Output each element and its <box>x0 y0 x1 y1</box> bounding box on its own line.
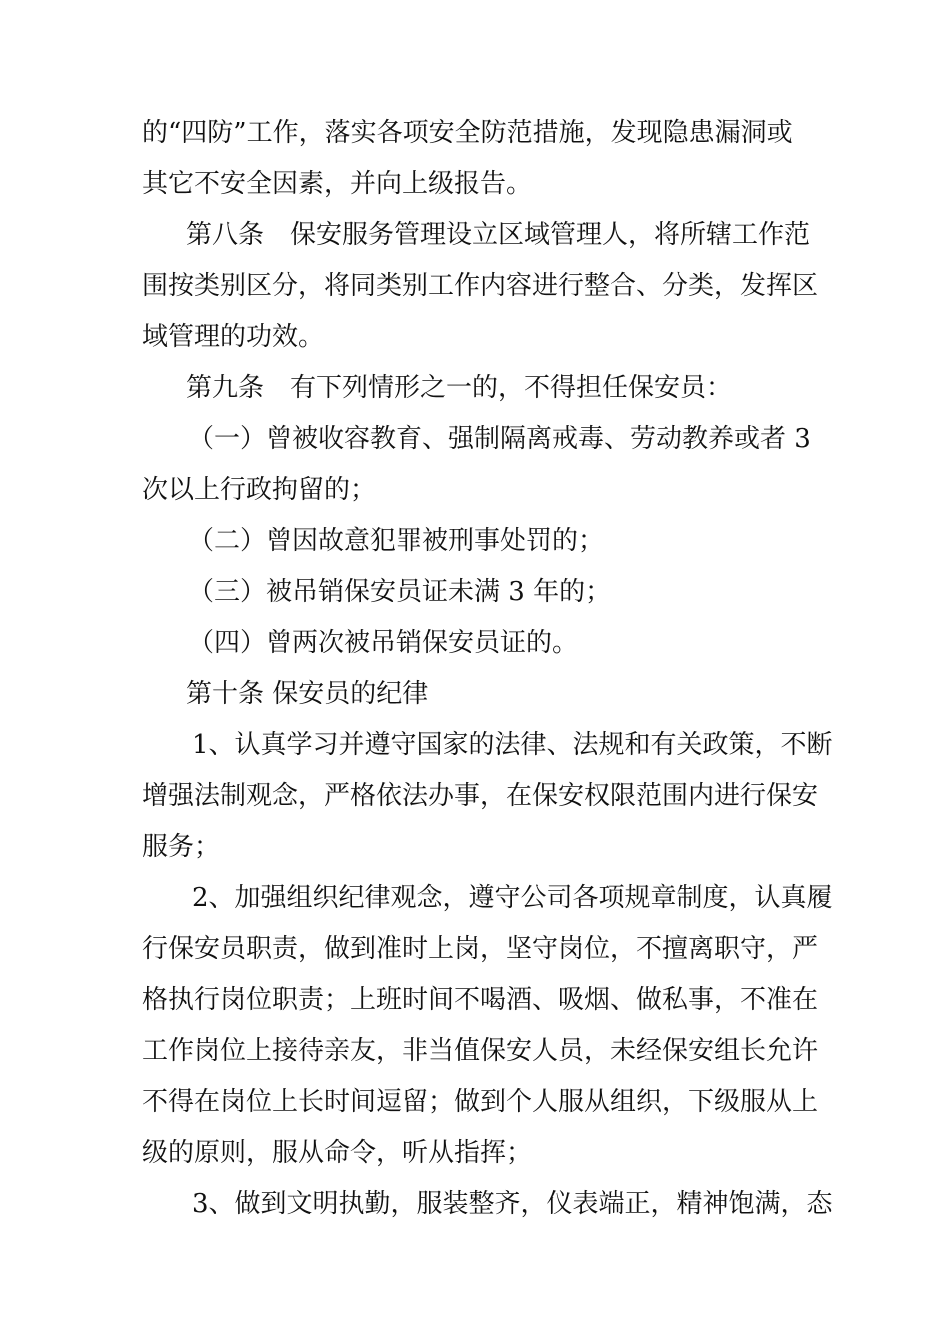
article-heading: 第十条 保安员的纪律 <box>186 679 429 709</box>
article-heading: 第八条 保安服务管理设立区域管理人，将所辖工作范 <box>186 220 811 250</box>
text-line: 域管理的功效。 <box>142 322 325 352</box>
text-line: 的“四防”工作，落实各项安全防范措施，发现隐患漏洞或 <box>142 118 793 148</box>
list-item: （三）被吊销保安员证未满 3 年的； <box>188 577 612 607</box>
text-line: 不得在岗位上长时间逗留；做到个人服从组织，下级服从上 <box>142 1087 819 1117</box>
text-line: 增强法制观念，严格依法办事，在保安权限范围内进行保安 <box>142 781 819 811</box>
article-heading: 第九条 有下列情形之一的，不得担任保安员： <box>186 373 733 403</box>
list-item: 3、做到文明执勤，服装整齐，仪表端正，精神饱满，态 <box>192 1189 833 1219</box>
list-item: （二）曾因故意犯罪被刑事处罚的； <box>188 526 605 556</box>
text-line: 级的原则，服从命令，听从指挥； <box>142 1138 533 1168</box>
text-line: 其它不安全因素，并向上级报告。 <box>142 169 533 199</box>
text-line: 行保安员职责，做到准时上岗，坚守岗位，不擅离职守，严 <box>142 934 819 964</box>
list-item: （一）曾被收容教育、强制隔离戒毒、劳动教养或者 3 <box>188 424 811 454</box>
text-line: 次以上行政拘留的； <box>142 475 377 505</box>
text-line: 围按类别区分，将同类别工作内容进行整合、分类，发挥区 <box>142 271 819 301</box>
list-item: 1、认真学习并遵守国家的法律、法规和有关政策，不断 <box>192 730 833 760</box>
list-item: （四）曾两次被吊销保安员证的。 <box>188 628 579 658</box>
text-line: 服务； <box>142 832 221 862</box>
list-item: 2、加强组织纪律观念，遵守公司各项规章制度，认真履 <box>192 883 833 913</box>
text-line: 格执行岗位职责；上班时间不喝酒、吸烟、做私事，不准在 <box>142 985 819 1015</box>
text-line: 工作岗位上接待亲友，非当值保安人员，未经保安组长允许 <box>142 1036 819 1066</box>
